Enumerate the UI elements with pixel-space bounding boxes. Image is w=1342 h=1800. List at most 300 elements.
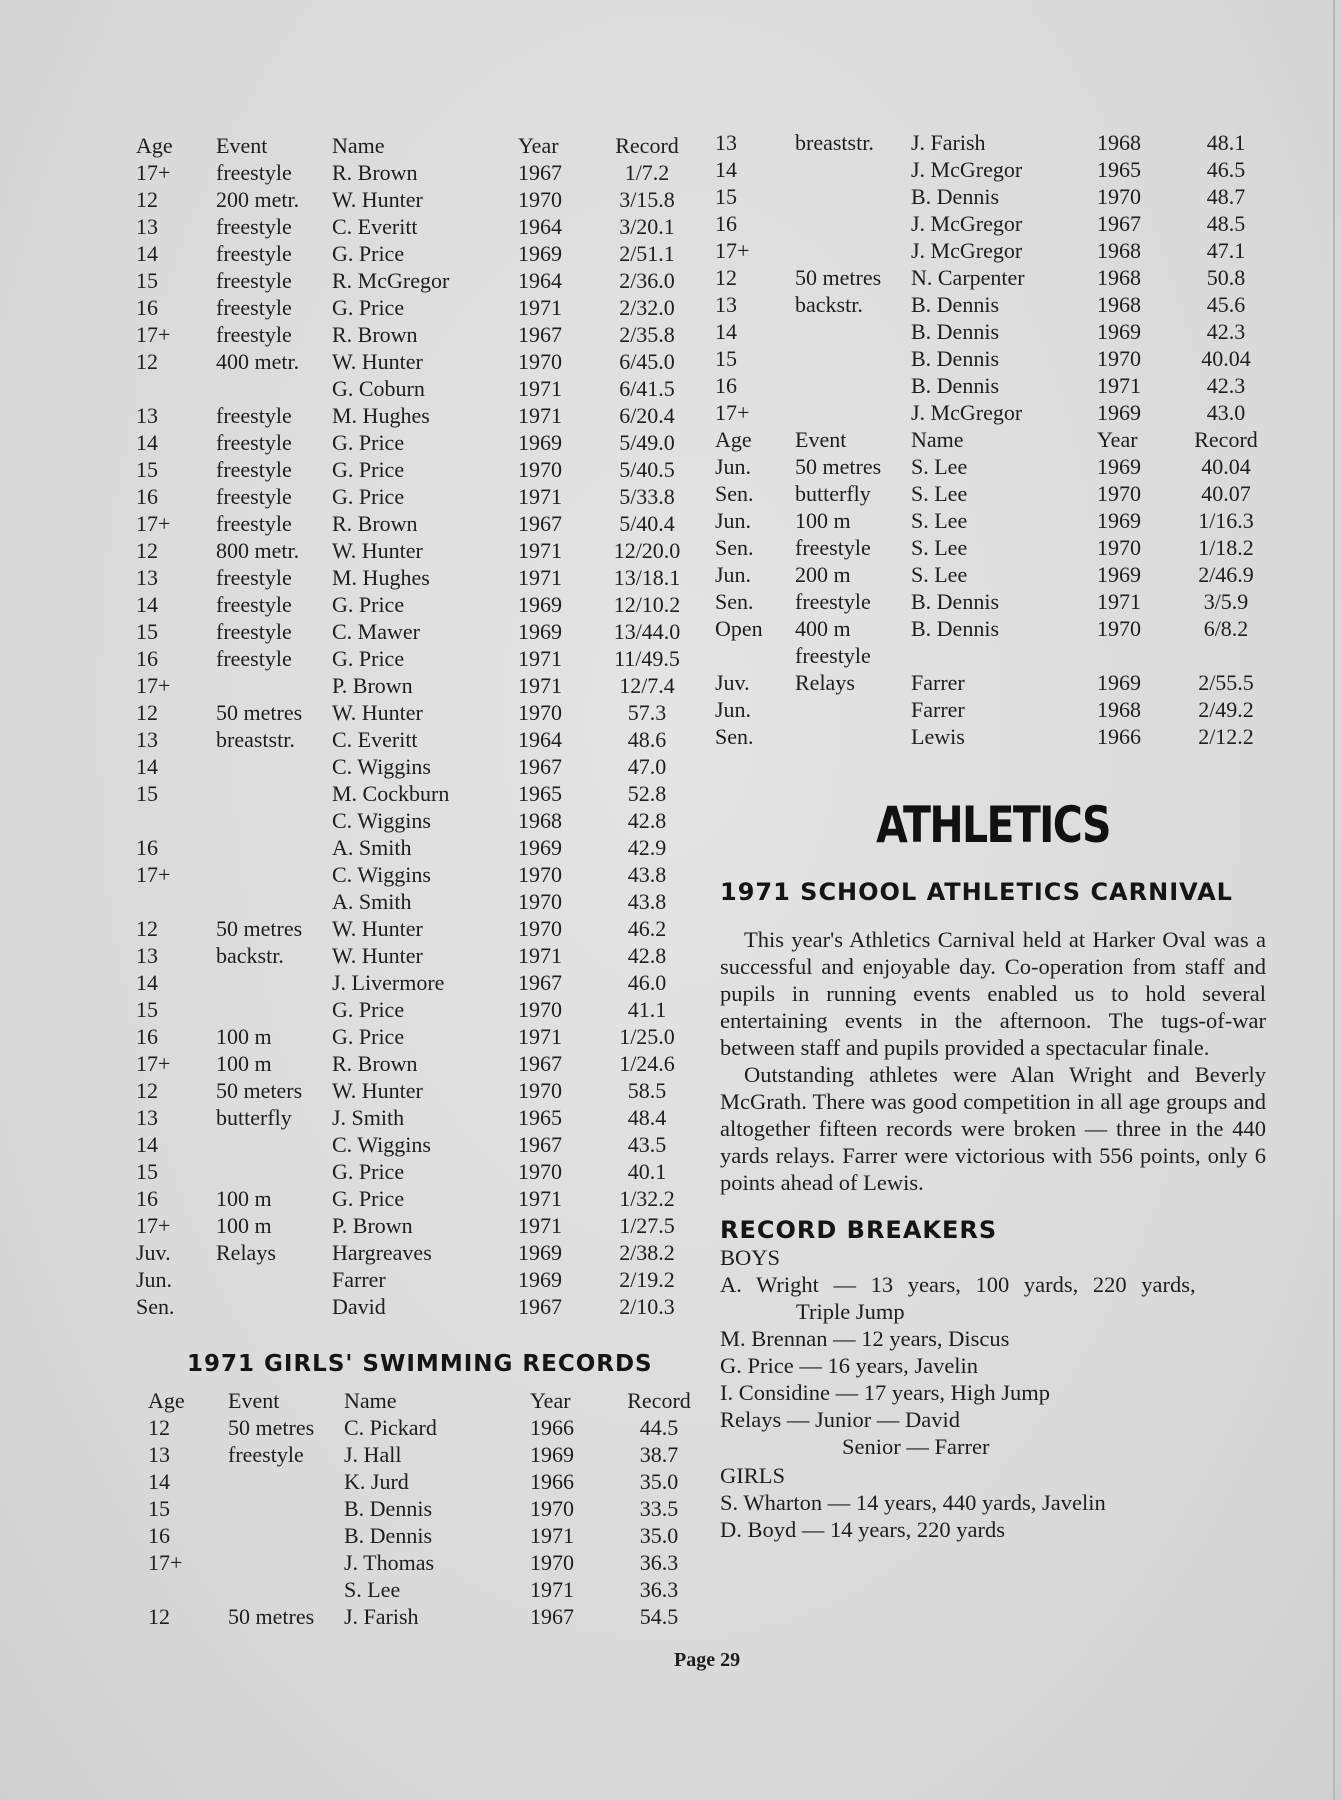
cell-year: 1966: [1097, 724, 1141, 749]
cell-year: 1967: [518, 511, 562, 536]
cell-year: 1970: [1097, 481, 1141, 506]
cell-record: 54.5: [639, 1604, 679, 1629]
cell-age: 17+: [715, 400, 750, 425]
cell-year: 1970: [518, 187, 562, 212]
cell-name: C. Wiggins: [332, 1132, 431, 1157]
record-breaker-line: M. Brennan — 12 years, Discus: [720, 1326, 1010, 1351]
cell-name: B. Dennis: [344, 1496, 432, 1521]
cell-name: G. Price: [332, 241, 405, 266]
table-row: [136, 1293, 690, 1320]
cell-name: R. Brown: [332, 160, 418, 185]
column-header-age: Age: [148, 1388, 185, 1413]
cell-age: 12: [136, 1078, 158, 1103]
cell-name: W. Hunter: [332, 349, 423, 374]
cell-record: 46.5: [1206, 157, 1246, 182]
cell-name: A. Smith: [332, 835, 412, 860]
record-breaker-line: A. Wright — 13 years, 100 yards, 220 yards,: [720, 1272, 1196, 1297]
table-row: [148, 1522, 702, 1549]
cell-event: [216, 753, 332, 780]
cell-age: 16: [715, 211, 737, 236]
table-row: [715, 669, 1269, 696]
page-edge: [1333, 0, 1335, 1800]
column-header-record: Record: [627, 1388, 691, 1413]
column-header-age: Age: [715, 427, 752, 452]
table-row: [136, 186, 690, 213]
cell-name: C. Wiggins: [332, 754, 431, 779]
cell-age: Jun.: [136, 1267, 173, 1292]
cell-year: 1971: [530, 1577, 574, 1602]
girls-swimming-heading: 1971 GIRLS' SWIMMING RECORDS: [187, 1351, 653, 1377]
cell-record: 48.5: [1206, 211, 1246, 236]
cell-age: [136, 807, 216, 834]
cell-age: 14: [136, 430, 158, 455]
cell-event: freestyle: [216, 241, 292, 266]
cell-name: G. Price: [332, 1159, 405, 1184]
column-header-record: Record: [615, 133, 679, 158]
cell-name: A. Smith: [332, 889, 412, 914]
cell-name: B. Dennis: [911, 346, 999, 371]
cell-record: 2/36.0: [619, 268, 675, 293]
table-row: [148, 1549, 702, 1576]
cell-record: 41.1: [627, 997, 667, 1022]
cell-event: [795, 372, 911, 399]
cell-year: 1971: [1097, 589, 1141, 614]
cell-age: Sen.: [136, 1294, 175, 1319]
cell-age: 12: [148, 1415, 170, 1440]
cell-year: 1965: [518, 781, 562, 806]
cell-record: 1/7.2: [624, 160, 670, 185]
cell-name: M. Hughes: [332, 565, 430, 590]
cell-record: 5/40.5: [619, 457, 675, 482]
table-row: [136, 1104, 690, 1131]
cell-event: 50 metres: [228, 1604, 315, 1629]
carnival-text: [720, 926, 1266, 1196]
cell-year: 1971: [518, 673, 562, 698]
table-row: [136, 1266, 690, 1293]
table-row: [136, 699, 690, 726]
cell-record: 57.3: [627, 700, 667, 725]
cell-name: J. McGregor: [911, 400, 1023, 425]
cell-event: freestyle: [228, 1442, 304, 1467]
cell-year: 1967: [518, 1051, 562, 1076]
cell-name: G. Price: [332, 295, 405, 320]
cell-record: 45.6: [1206, 292, 1246, 317]
cell-year: 1969: [518, 592, 562, 617]
cell-year: 1971: [518, 376, 562, 401]
carnival-heading: 1971 SCHOOL ATHLETICS CARNIVAL: [720, 878, 1233, 906]
cell-event: 100 m: [216, 1051, 272, 1076]
cell-name: J. McGregor: [911, 238, 1023, 263]
table-row: [136, 942, 690, 969]
cell-event: freestyle: [795, 535, 871, 560]
table-row: [136, 915, 690, 942]
cell-year: 1969: [518, 619, 562, 644]
cell-name: R. Brown: [332, 511, 418, 536]
column-header-age: Age: [136, 133, 173, 158]
boys-records-table: [136, 132, 690, 1320]
column-header-name: Name: [332, 133, 385, 158]
table-row: [136, 510, 690, 537]
cell-age: Sen.: [715, 724, 754, 749]
cell-record: 40.07: [1201, 481, 1251, 506]
cell-name: B. Dennis: [911, 184, 999, 209]
cell-record: 11/49.5: [614, 646, 680, 671]
cell-event: Relays: [216, 1240, 276, 1265]
cell-year: 1969: [1097, 400, 1141, 425]
cell-year: 1969: [1097, 508, 1141, 533]
table-row: [136, 1212, 690, 1239]
cell-record: 47.1: [1206, 238, 1246, 263]
cell-age: Juv.: [715, 670, 750, 695]
table-row: [715, 399, 1269, 426]
cell-event: [795, 696, 911, 723]
cell-year: 1967: [518, 160, 562, 185]
cell-age: 13: [136, 565, 158, 590]
cell-age: 12: [136, 187, 158, 212]
cell-event: freestyle: [795, 643, 871, 668]
cell-name: M. Hughes: [332, 403, 430, 428]
cell-name: S. Lee: [344, 1577, 401, 1602]
cell-age: 14: [136, 241, 158, 266]
cell-age: 17+: [136, 862, 171, 887]
cell-event: 200 metr.: [216, 187, 300, 212]
cell-name: G. Price: [332, 646, 405, 671]
cell-year: 1971: [518, 538, 562, 563]
table-row: [715, 507, 1269, 534]
table-header-row: [715, 426, 1269, 453]
cell-year: 1968: [1097, 292, 1141, 317]
cell-event: [228, 1549, 344, 1576]
cell-event: freestyle: [216, 619, 292, 644]
table-row: [715, 561, 1269, 588]
cell-record: 44.5: [639, 1415, 679, 1440]
column-header-year: Year: [530, 1388, 571, 1413]
cell-year: 1969: [518, 835, 562, 860]
cell-record: 35.0: [639, 1469, 679, 1494]
cell-event: 100 m: [216, 1213, 272, 1238]
cell-age: 14: [148, 1469, 170, 1494]
cell-age: 17+: [136, 160, 171, 185]
cell-year: 1969: [518, 430, 562, 455]
cell-name: C. Wiggins: [332, 808, 431, 833]
cell-event: [216, 861, 332, 888]
cell-age: 15: [136, 619, 158, 644]
cell-event: [228, 1495, 344, 1522]
cell-year: 1967: [518, 754, 562, 779]
cell-name: R. McGregor: [332, 268, 450, 293]
cell-year: 1967: [1097, 211, 1141, 236]
record-breaker-line: Relays — Junior — David: [720, 1407, 960, 1432]
cell-event: 200 m: [795, 562, 851, 587]
cell-event: [795, 156, 911, 183]
cell-record: 2/38.2: [619, 1240, 675, 1265]
cell-year: 1967: [518, 1132, 562, 1157]
cell-event: freestyle: [216, 592, 292, 617]
cell-event: 400 metr.: [216, 349, 300, 374]
cell-event: freestyle: [216, 430, 292, 455]
cell-event: freestyle: [216, 268, 292, 293]
cell-age: 13: [136, 403, 158, 428]
cell-event: freestyle: [216, 160, 292, 185]
cell-event: 50 metres: [795, 265, 882, 290]
cell-year: 1969: [1097, 454, 1141, 479]
table-row: [715, 129, 1269, 156]
cell-age: 15: [136, 268, 158, 293]
cell-year: 1970: [1097, 184, 1141, 209]
cell-year: 1966: [530, 1415, 574, 1440]
cell-record: 58.5: [627, 1078, 667, 1103]
cell-year: 1967: [518, 322, 562, 347]
cell-event: 50 metres: [216, 700, 303, 725]
cell-age: 12: [136, 916, 158, 941]
cell-name: W. Hunter: [332, 943, 423, 968]
athletics-section: [720, 796, 1266, 1543]
table-row: [715, 696, 1269, 723]
athletics-title: ATHLETICS: [876, 796, 1110, 854]
cell-name: J. McGregor: [911, 157, 1023, 182]
girls-swimming-records: [148, 1387, 702, 1630]
cell-event: [795, 318, 911, 345]
column-header-event: Event: [216, 133, 268, 158]
cell-record: 48.7: [1206, 184, 1246, 209]
cell-year: 1971: [530, 1523, 574, 1548]
cell-age: 14: [715, 157, 737, 182]
cell-event: freestyle: [216, 646, 292, 671]
cell-record: 12/10.2: [613, 592, 681, 617]
cell-record: 46.2: [627, 916, 667, 941]
cell-record: 1/24.6: [619, 1051, 675, 1076]
cell-year: 1967: [518, 970, 562, 995]
cell-name: J. Thomas: [344, 1550, 435, 1575]
cell-name: [911, 642, 1097, 669]
cell-age: 17+: [136, 673, 171, 698]
cell-age: 17+: [148, 1550, 183, 1575]
table-row: [136, 213, 690, 240]
cell-name: R. Brown: [332, 1051, 418, 1076]
cell-record: 2/51.1: [619, 241, 675, 266]
table-row: [715, 480, 1269, 507]
table-row: [136, 294, 690, 321]
cell-name: N. Carpenter: [911, 265, 1025, 290]
boys-swimming-records: [136, 132, 690, 1320]
cell-age: 16: [136, 484, 158, 509]
cell-age: 15: [136, 997, 158, 1022]
cell-event: [216, 996, 332, 1023]
table-row: [136, 537, 690, 564]
table-row: [136, 969, 690, 996]
cell-age: 15: [715, 184, 737, 209]
cell-event: [216, 780, 332, 807]
table-row: [136, 645, 690, 672]
cell-event: butterfly: [795, 481, 871, 506]
cell-year: 1969: [530, 1442, 574, 1467]
table-row: [136, 240, 690, 267]
cell-record: 33.5: [639, 1496, 679, 1521]
column-header-year: Year: [1097, 427, 1138, 452]
cell-name: B. Dennis: [911, 589, 999, 614]
cell-age: 16: [715, 373, 737, 398]
cell-record: 1/16.3: [1198, 508, 1254, 533]
cell-event: [228, 1468, 344, 1495]
cell-record: 2/49.2: [1198, 697, 1254, 722]
column-header-event: Event: [795, 427, 847, 452]
table-row: [715, 372, 1269, 399]
cell-year: 1969: [1097, 670, 1141, 695]
cell-age: [715, 642, 795, 669]
table-row: [136, 1023, 690, 1050]
cell-year: 1970: [518, 1078, 562, 1103]
cell-record: 46.0: [627, 970, 667, 995]
cell-name: S. Lee: [911, 454, 968, 479]
table-row: [136, 483, 690, 510]
cell-name: B. Dennis: [911, 616, 999, 641]
cell-age: 12: [136, 700, 158, 725]
cell-record: [1183, 642, 1269, 669]
cell-record: 48.6: [627, 727, 667, 752]
girls-label: GIRLS: [720, 1463, 786, 1488]
table-row: [136, 1050, 690, 1077]
cell-name: J. Farish: [344, 1604, 419, 1629]
table-row: [136, 564, 690, 591]
cell-age: 16: [136, 646, 158, 671]
cell-name: J. McGregor: [911, 211, 1023, 236]
table-row: [136, 888, 690, 915]
table-row: [136, 1077, 690, 1104]
table-row: [148, 1414, 702, 1441]
cell-record: 5/33.8: [619, 484, 675, 509]
cell-event: [795, 183, 911, 210]
carnival-paragraph: Outstanding athletes were Alan Wright and Beverly McGrath. There was good competition in all age groups and altogether fifteen records were broken — three in the 440 yards relays. Farrer were victorious with 556 points, only 6 points ahead of Lewis.: [720, 1062, 1266, 1195]
table-row: [136, 159, 690, 186]
cell-year: 1968: [1097, 265, 1141, 290]
cell-year: 1970: [518, 862, 562, 887]
cell-event: freestyle: [795, 589, 871, 614]
cell-record: 1/27.5: [619, 1213, 675, 1238]
cell-name: C. Everitt: [332, 214, 418, 239]
cell-name: G. Price: [332, 592, 405, 617]
cell-record: 2/55.5: [1198, 670, 1254, 695]
cell-record: 2/12.2: [1198, 724, 1254, 749]
cell-age: 13: [136, 943, 158, 968]
cell-year: 1968: [1097, 238, 1141, 263]
cell-name: David: [332, 1294, 386, 1319]
cell-record: 6/8.2: [1203, 616, 1249, 641]
cell-age: 16: [136, 835, 158, 860]
cell-event: freestyle: [216, 403, 292, 428]
cell-event: [216, 834, 332, 861]
cell-record: 1/25.0: [619, 1024, 675, 1049]
cell-event: [216, 1293, 332, 1320]
cell-age: Jun.: [715, 454, 752, 479]
cell-record: 52.8: [627, 781, 667, 806]
cell-record: 5/40.4: [619, 511, 675, 536]
cell-event: backstr.: [216, 943, 284, 968]
cell-year: 1968: [1097, 697, 1141, 722]
cell-age: 16: [136, 295, 158, 320]
cell-name: W. Hunter: [332, 187, 423, 212]
cell-name: Hargreaves: [332, 1240, 432, 1265]
cell-year: 1969: [518, 1240, 562, 1265]
table-row: [715, 615, 1269, 642]
cell-event: [216, 1158, 332, 1185]
cell-name: S. Lee: [911, 562, 968, 587]
cell-age: 13: [715, 130, 737, 155]
cell-year: 1969: [1097, 562, 1141, 587]
cell-year: 1971: [518, 1213, 562, 1238]
cell-year: 1970: [530, 1550, 574, 1575]
cell-event: 50 metres: [216, 916, 303, 941]
cell-record: 6/41.5: [619, 376, 675, 401]
cell-record: 47.0: [627, 754, 667, 779]
cell-year: 1965: [1097, 157, 1141, 182]
cell-name: C. Everitt: [332, 727, 418, 752]
table-row: [136, 618, 690, 645]
cell-year: 1971: [518, 295, 562, 320]
cell-record: 3/15.8: [619, 187, 675, 212]
cell-year: 1971: [518, 646, 562, 671]
cell-event: 800 metr.: [216, 538, 300, 563]
cell-age: 14: [136, 754, 158, 779]
record-breaker-line: S. Wharton — 14 years, 440 yards, Javelin: [720, 1490, 1106, 1515]
girls-records-table: [148, 1387, 702, 1630]
table-row: [715, 237, 1269, 264]
cell-age: 15: [715, 346, 737, 371]
table-row: [136, 267, 690, 294]
table-row: [715, 156, 1269, 183]
cell-name: W. Hunter: [332, 700, 423, 725]
cell-record: 50.8: [1206, 265, 1246, 290]
cell-record: 42.9: [627, 835, 667, 860]
cell-year: 1970: [518, 457, 562, 482]
cell-name: G. Price: [332, 457, 405, 482]
page-number: Page 29: [674, 1649, 741, 1671]
cell-event: freestyle: [216, 511, 292, 536]
table-row: [136, 375, 690, 402]
cell-event: freestyle: [216, 457, 292, 482]
cell-age: 14: [715, 319, 737, 344]
cell-record: 12/7.4: [619, 673, 675, 698]
cell-year: 1968: [1097, 130, 1141, 155]
cell-age: Juv.: [136, 1240, 171, 1265]
table-row: [136, 429, 690, 456]
cell-age: [148, 1576, 228, 1603]
table-row: [715, 588, 1269, 615]
cell-name: G. Price: [332, 1186, 405, 1211]
cell-event: freestyle: [216, 295, 292, 320]
cell-age: 13: [715, 292, 737, 317]
cell-record: 48.1: [1206, 130, 1246, 155]
boys-label: BOYS: [720, 1245, 781, 1270]
cell-name: P. Brown: [332, 1213, 413, 1238]
cell-event: 50 metres: [795, 454, 882, 479]
cell-year: 1967: [518, 1294, 562, 1319]
cell-year: 1964: [518, 727, 562, 752]
table-row: [136, 861, 690, 888]
cell-record: 2/10.3: [619, 1294, 675, 1319]
cell-name: C. Mawer: [332, 619, 420, 644]
cell-year: 1970: [518, 349, 562, 374]
cell-record: 5/49.0: [619, 430, 675, 455]
cell-name: C. Pickard: [344, 1415, 437, 1440]
cell-name: S. Lee: [911, 535, 968, 560]
cell-event: 50 metres: [228, 1415, 315, 1440]
cell-event: [216, 375, 332, 402]
cell-name: M. Cockburn: [332, 781, 450, 806]
cell-record: 6/20.4: [619, 403, 675, 428]
cell-name: Farrer: [332, 1267, 386, 1292]
cell-record: 2/46.9: [1198, 562, 1254, 587]
cell-year: 1970: [518, 700, 562, 725]
